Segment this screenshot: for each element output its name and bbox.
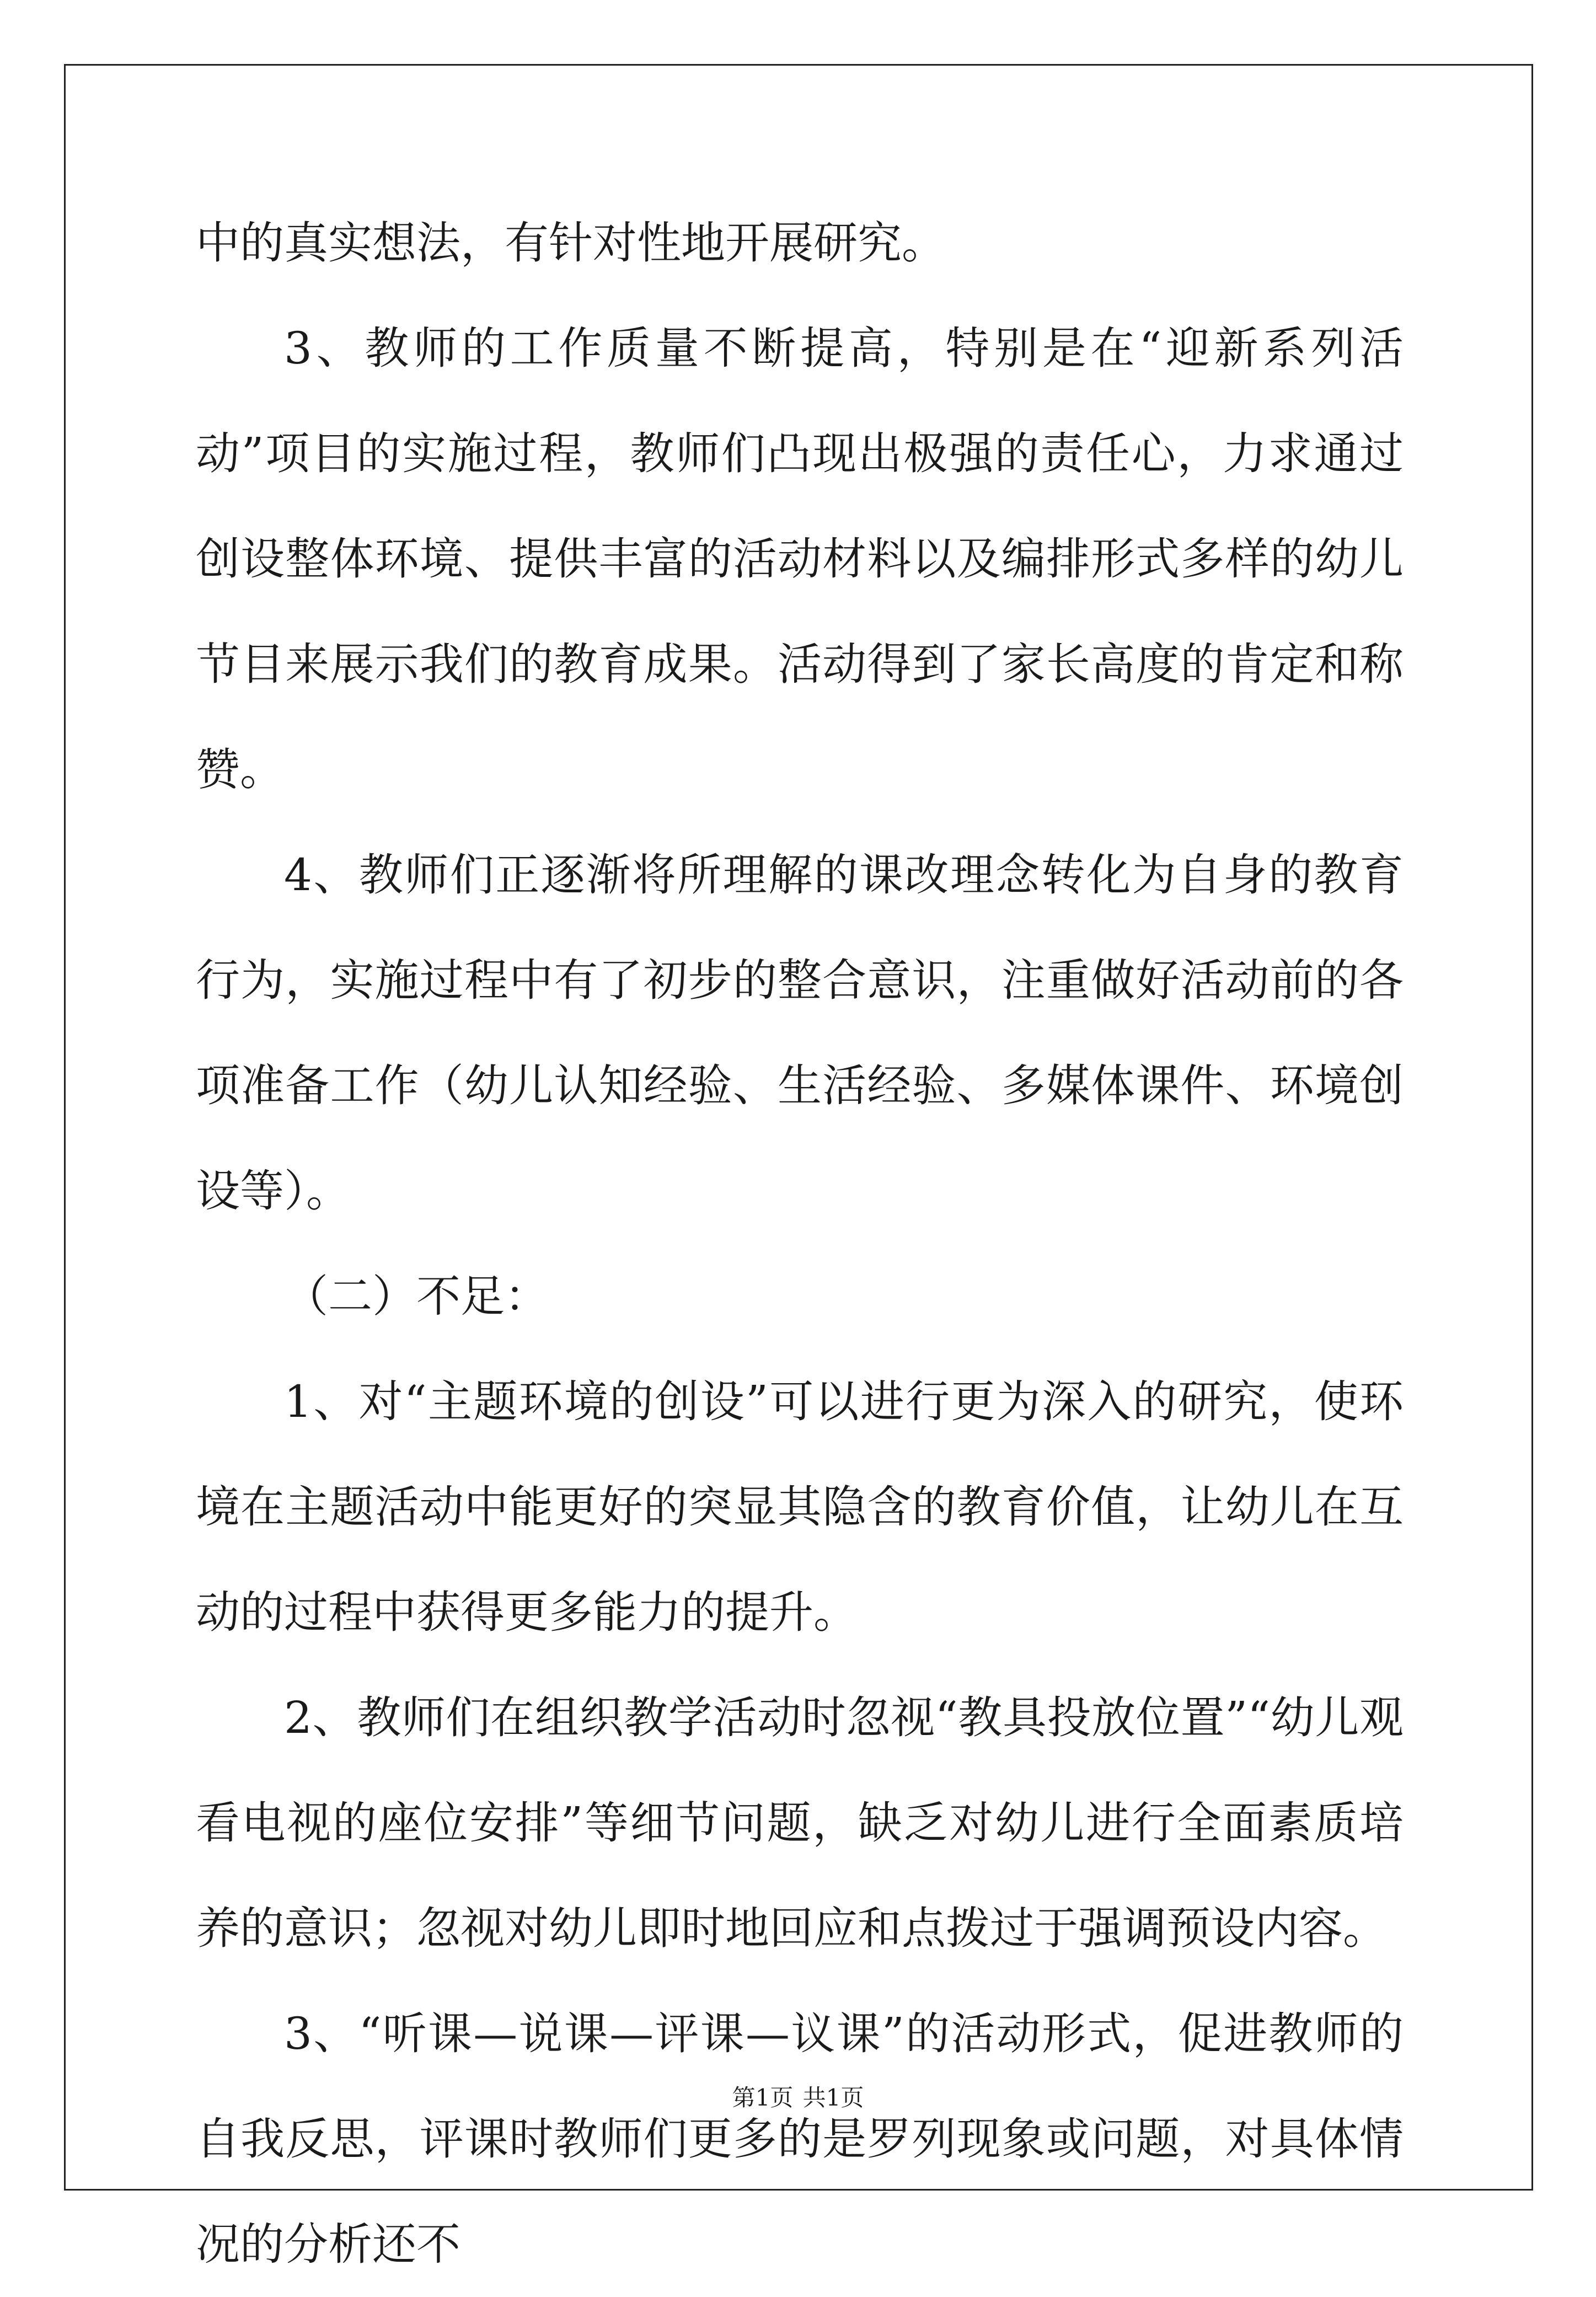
paragraph-continuation: 中的真实想法，有针对性地开展研究。 <box>196 217 946 269</box>
section-heading-shortcomings: （二）不足： <box>284 1271 549 1322</box>
paragraph-item-3-quality: 3、教师的工作质量不断提高，特别是在“迎新系列活动”项目的实施过程，教师们凸现出极强的责任心，力求通过创设整体环境、提供丰富的活动材料以及编排形式多样的幼儿节目来展示我们的教育成果。活动得到了家长高度的肯定和称赞。 <box>196 323 1404 795</box>
paragraph-shortcoming-1: 1、对“主题环境的创设”可以进行更为深入的研究，使环境在主题活动中能更好的突显其隐含的教育价值，让幼儿在互动的过程中获得更多能力的提升。 <box>196 1376 1404 1638</box>
document-body <box>196 190 1404 2297</box>
paragraph-item-4-curriculum: 4、教师们正逐渐将所理解的课改理念转化为自身的教育行为，实施过程中有了初步的整合意识，注重做好活动前的各项准备工作（幼儿认知经验、生活经验、多媒体课件、环境创设等）。 <box>196 849 1404 1217</box>
page-number-footer: 第1页 共1页 <box>732 2084 864 2111</box>
paragraph-shortcoming-3: 3、“听课—说课—评课—议课”的活动形式，促进教师的自我反思，评课时教师们更多的是罗列现象或问题，对具体情况的分析还不 <box>196 2008 1404 2270</box>
paragraph-shortcoming-2: 2、教师们在组织教学活动时忽视“教具投放位置”“幼儿观看电视的座位安排”等细节问题，缺乏对幼儿进行全面素质培养的意识；忽视对幼儿即时地回应和点拨过于强调预设内容。 <box>196 1692 1404 1954</box>
